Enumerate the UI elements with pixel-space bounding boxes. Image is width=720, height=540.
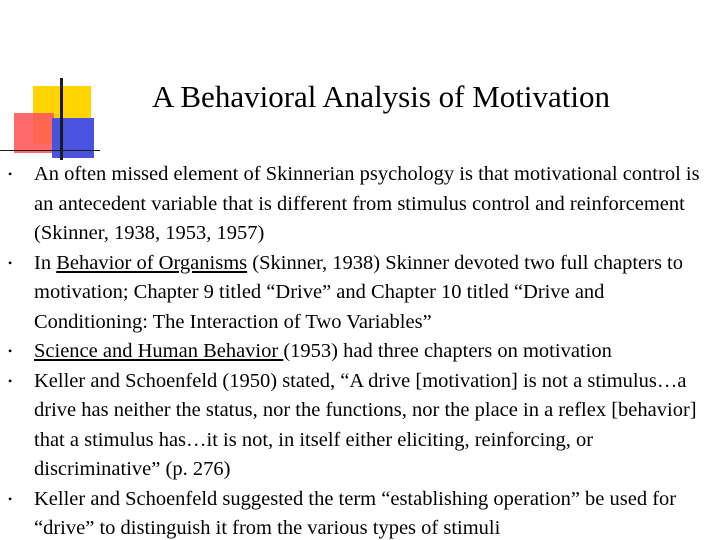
bullet-text: Keller and Schoenfeld suggested the term “establishing operation” be used for “drive” to distinguish it from the various types of stimuli [34, 487, 677, 539]
bullet-marker: • [8, 491, 13, 506]
bullet-item-4 [0, 367, 720, 485]
decor-blue-square [52, 118, 94, 158]
decor-red-square [14, 113, 54, 153]
bullet-marker: • [8, 255, 13, 270]
bullet-item-3 [0, 337, 720, 367]
bullet-text: Keller and Schoenfeld (1950) stated, “A drive [motivation] is not a stimulus…a drive has neither the status, nor the functions, nor the place in a reflex [behavior] that a stimulus has…it is not, in itself either eliciting, reinforcing, or discriminative” (p. 276) [34, 369, 697, 480]
book-title-science-and-human-behavior: Science and Human Behavior [34, 340, 284, 362]
bullet-item-2 [0, 249, 720, 338]
bullet-item-1 [0, 160, 720, 249]
slide-title: A Behavioral Analysis of Motivation [151, 79, 611, 114]
bullet-marker: • [8, 373, 13, 388]
bullet-marker: • [8, 344, 13, 358]
decor-horizontal-line [0, 150, 100, 151]
bullet-item-5 [0, 485, 720, 540]
bullet-text: An often missed element of Skinnerian psychology is that motivational control is an antecedent variable that is different from stimulus control and reinforcement (Skinner, 1938, 1953, 1957) [34, 163, 700, 244]
book-title-behavior-of-organisms: Behavior of Organisms [56, 251, 248, 274]
bullet-list [0, 160, 720, 540]
bullet-marker: • [8, 167, 13, 181]
bullet-text-post: (1953) had three chapters on motivation [283, 340, 612, 362]
bullet-text-post: (Skinner, 1938) Skinner devoted two full chapters to motivation; Chapter 9 titled “Drive” and Chapter 10 titled “Drive and Conditioning: The Interaction of Two Variables” [34, 251, 683, 333]
bullet-text-pre: In [34, 251, 57, 274]
